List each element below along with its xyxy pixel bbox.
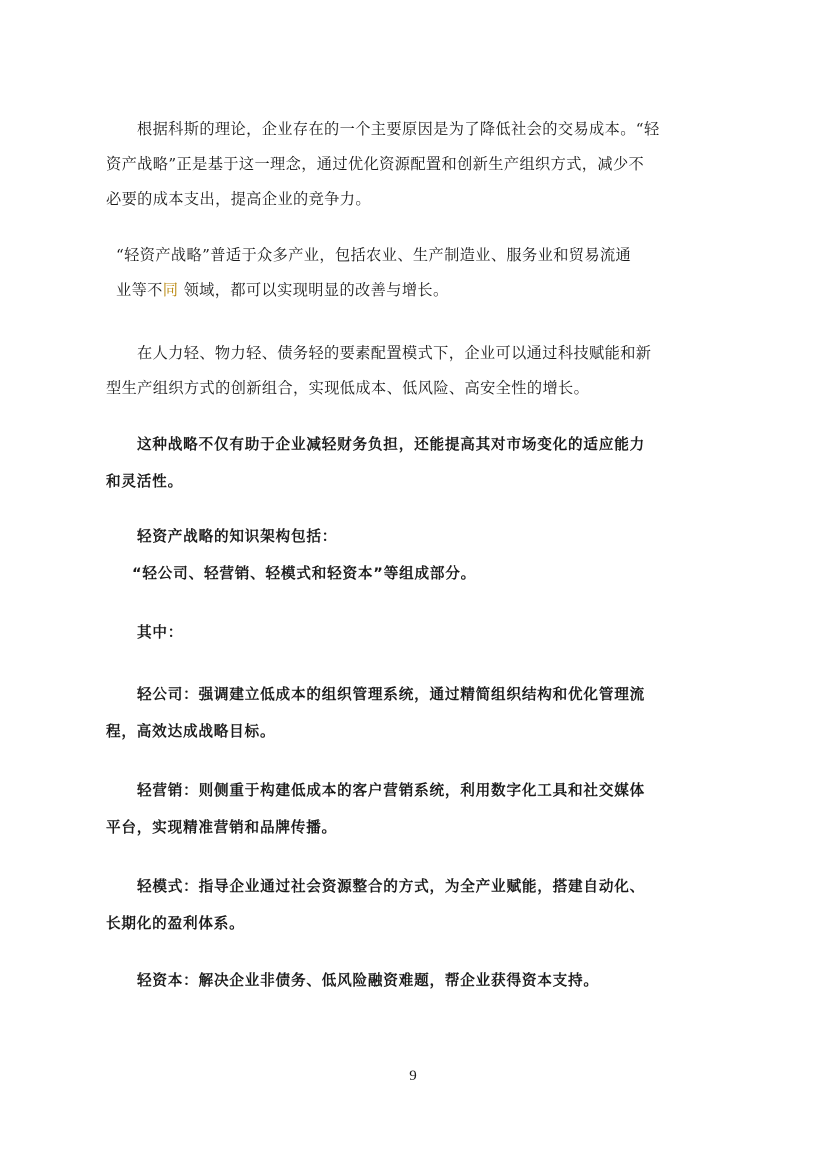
text-line: 程，高效达成战略目标。 [106, 723, 276, 740]
text-line: 轻资产战略的知识架构包括： [137, 528, 338, 545]
paragraph-light-capital [106, 962, 666, 999]
paragraph-strategy-benefits [106, 426, 666, 500]
paragraph-industries [116, 238, 676, 308]
text-line: 资产战略”正是基于这一理念，通过优化资源配置和创新生产组织方式，减少不 [106, 155, 645, 173]
text-line: 和灵活性。 [106, 473, 183, 490]
text-line [116, 273, 676, 308]
paragraph-coase-theory [106, 112, 666, 217]
text-line: 其中： [137, 624, 184, 641]
paragraph-knowledge-framework [106, 518, 666, 592]
paragraph-light-marketing [106, 772, 666, 846]
text-fragment: 领域，都可以实现明显的改善与增长。 [183, 281, 449, 299]
text-fragment: 业等不 [116, 281, 163, 299]
text-line: “轻公司、轻营销、轻模式和轻资本”等组成部分。 [132, 565, 477, 582]
page-number: 9 [409, 1068, 417, 1084]
text-line: 轻资本：解决企业非债务、低风险融资难题，帮企业获得资本支持。 [137, 972, 599, 989]
paragraph-among-them [106, 614, 666, 651]
text-line: “轻资产战略”普适于众多产业，包括农业、生产制造业、服务业和贸易流通 [116, 246, 632, 264]
text-line: 这种战略不仅有助于企业减轻财务负担，还能提高其对市场变化的适应能力 [137, 436, 645, 453]
text-line: 轻营销：则侧重于构建低成本的客户营销系统，利用数字化工具和社交媒体 [137, 782, 645, 799]
text-line: 平台，实现精准营销和品牌传播。 [106, 819, 337, 836]
text-line: 长期化的盈利体系。 [106, 915, 245, 932]
paragraph-light-company [106, 676, 666, 750]
text-line: 在人力轻、物力轻、债务轻的要素配置模式下，企业可以通过科技赋能和新 [137, 344, 652, 362]
text-line: 必要的成本支出，提高企业的竞争力。 [106, 190, 371, 208]
paragraph-light-model [106, 868, 666, 942]
text-line: 型生产组织方式的创新组合，实现低成本、低风险、高安全性的增长。 [106, 379, 590, 397]
paragraph-factor-allocation [106, 336, 666, 406]
text-line: 轻模式：指导企业通过社会资源整合的方式，为全产业赋能，搭建自动化、 [137, 878, 645, 895]
text-line: 轻公司：强调建立低成本的组织管理系统，通过精简组织结构和优化管理流 [137, 686, 645, 703]
highlighted-character: 同 [162, 281, 179, 299]
text-line: 根据科斯的理论，企业存在的一个主要原因是为了降低社会的交易成本。“轻 [137, 120, 660, 138]
